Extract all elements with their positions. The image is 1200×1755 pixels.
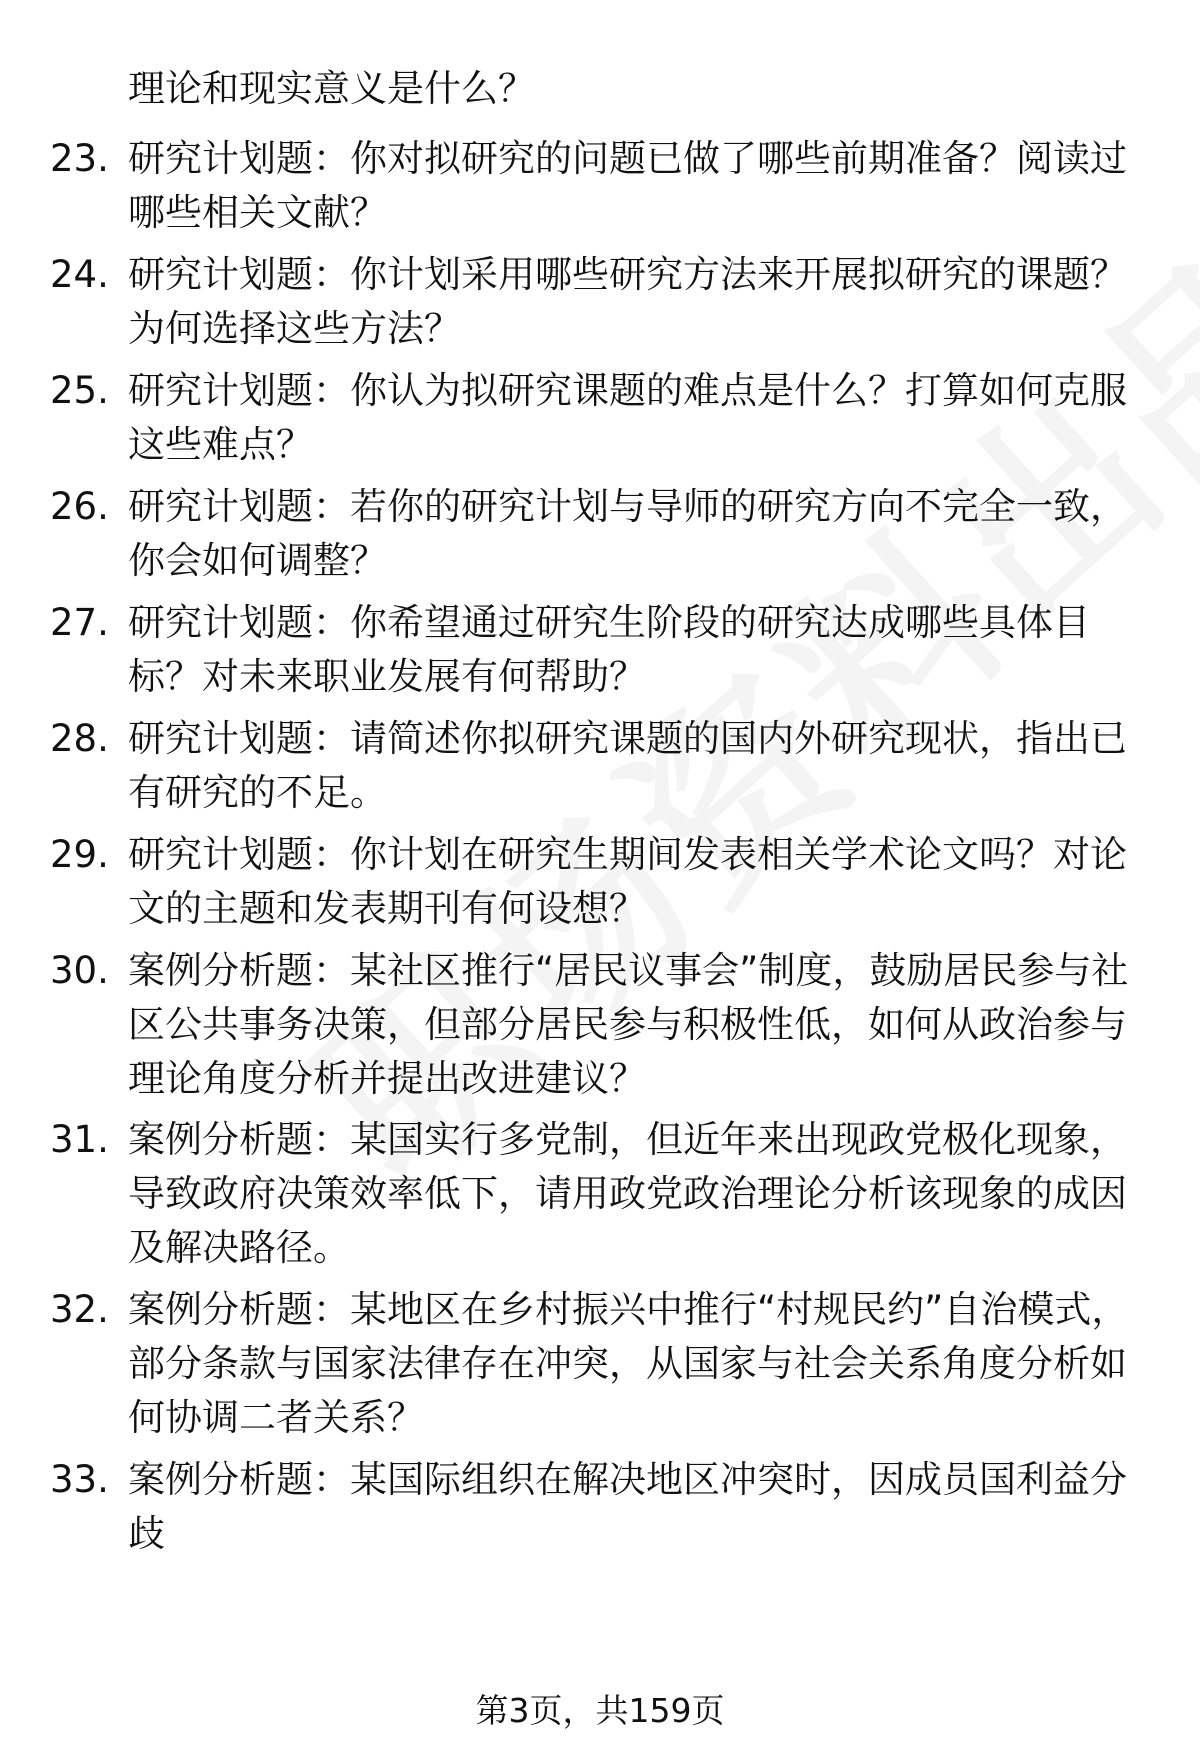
question-item [50, 828, 1140, 936]
question-number: 30. [50, 949, 109, 992]
question-number: 32. [50, 1288, 109, 1331]
question-number: 29. [50, 833, 109, 876]
page-footer: 第3页，共159页 [475, 1691, 725, 1730]
question-text: 案例分析题：某国实行多党制，但近年来出现政党极化现象，导致政府决策效率低下，请用政党政治理论分析该现象的成因及解决路径。 [128, 1118, 1127, 1269]
question-text: 研究计划题：你计划采用哪些研究方法来开展拟研究的课题？为何选择这些方法？ [128, 253, 1127, 350]
question-item [50, 132, 1140, 240]
question-item [50, 1113, 1140, 1275]
question-item [50, 480, 1140, 588]
question-text: 研究计划题：你对拟研究的问题已做了哪些前期准备？阅读过哪些相关文献？ [128, 137, 1127, 234]
question-number: 28. [50, 717, 109, 760]
question-item [50, 1453, 1140, 1561]
question-text: 案例分析题：某国际组织在解决地区冲突时，因成员国利益分歧 [128, 1458, 1127, 1555]
question-text: 研究计划题：你认为拟研究课题的难点是什么？打算如何克服这些难点？ [128, 369, 1127, 466]
question-item [50, 944, 1140, 1106]
question-text: 研究计划题：你希望通过研究生阶段的研究达成哪些具体目标？对未来职业发展有何帮助？ [128, 601, 1090, 698]
question-number: 25. [50, 369, 109, 412]
question-number: 33. [50, 1458, 109, 1501]
question-item [50, 712, 1140, 820]
question-number: 23. [50, 137, 109, 180]
continued-question-text: 理论和现实意义是什么？ [128, 67, 535, 110]
question-number: 31. [50, 1118, 109, 1161]
question-text: 案例分析题：某社区推行“居民议事会”制度，鼓励居民参与社区公共事务决策，但部分居民参与积极性低，如何从政治参与理论角度分析并提出改进建议？ [128, 949, 1129, 1100]
question-number: 24. [50, 253, 109, 296]
question-number: 26. [50, 485, 109, 528]
question-text: 研究计划题：你计划在研究生期间发表相关学术论文吗？对论文的主题和发表期刊有何设想？ [128, 833, 1127, 930]
question-text: 研究计划题：若你的研究计划与导师的研究方向不完全一致，你会如何调整？ [128, 485, 1127, 582]
question-item [50, 364, 1140, 472]
question-item [50, 596, 1140, 704]
question-item [50, 248, 1140, 356]
question-text: 研究计划题：请简述你拟研究课题的国内外研究现状，指出已有研究的不足。 [128, 717, 1127, 814]
question-item [50, 1283, 1140, 1445]
question-text: 案例分析题：某地区在乡村振兴中推行“村规民约”自治模式，部分条款与国家法律存在冲突，从国家与社会关系角度分析如何协调二者关系？ [128, 1288, 1129, 1439]
question-number: 27. [50, 601, 109, 644]
